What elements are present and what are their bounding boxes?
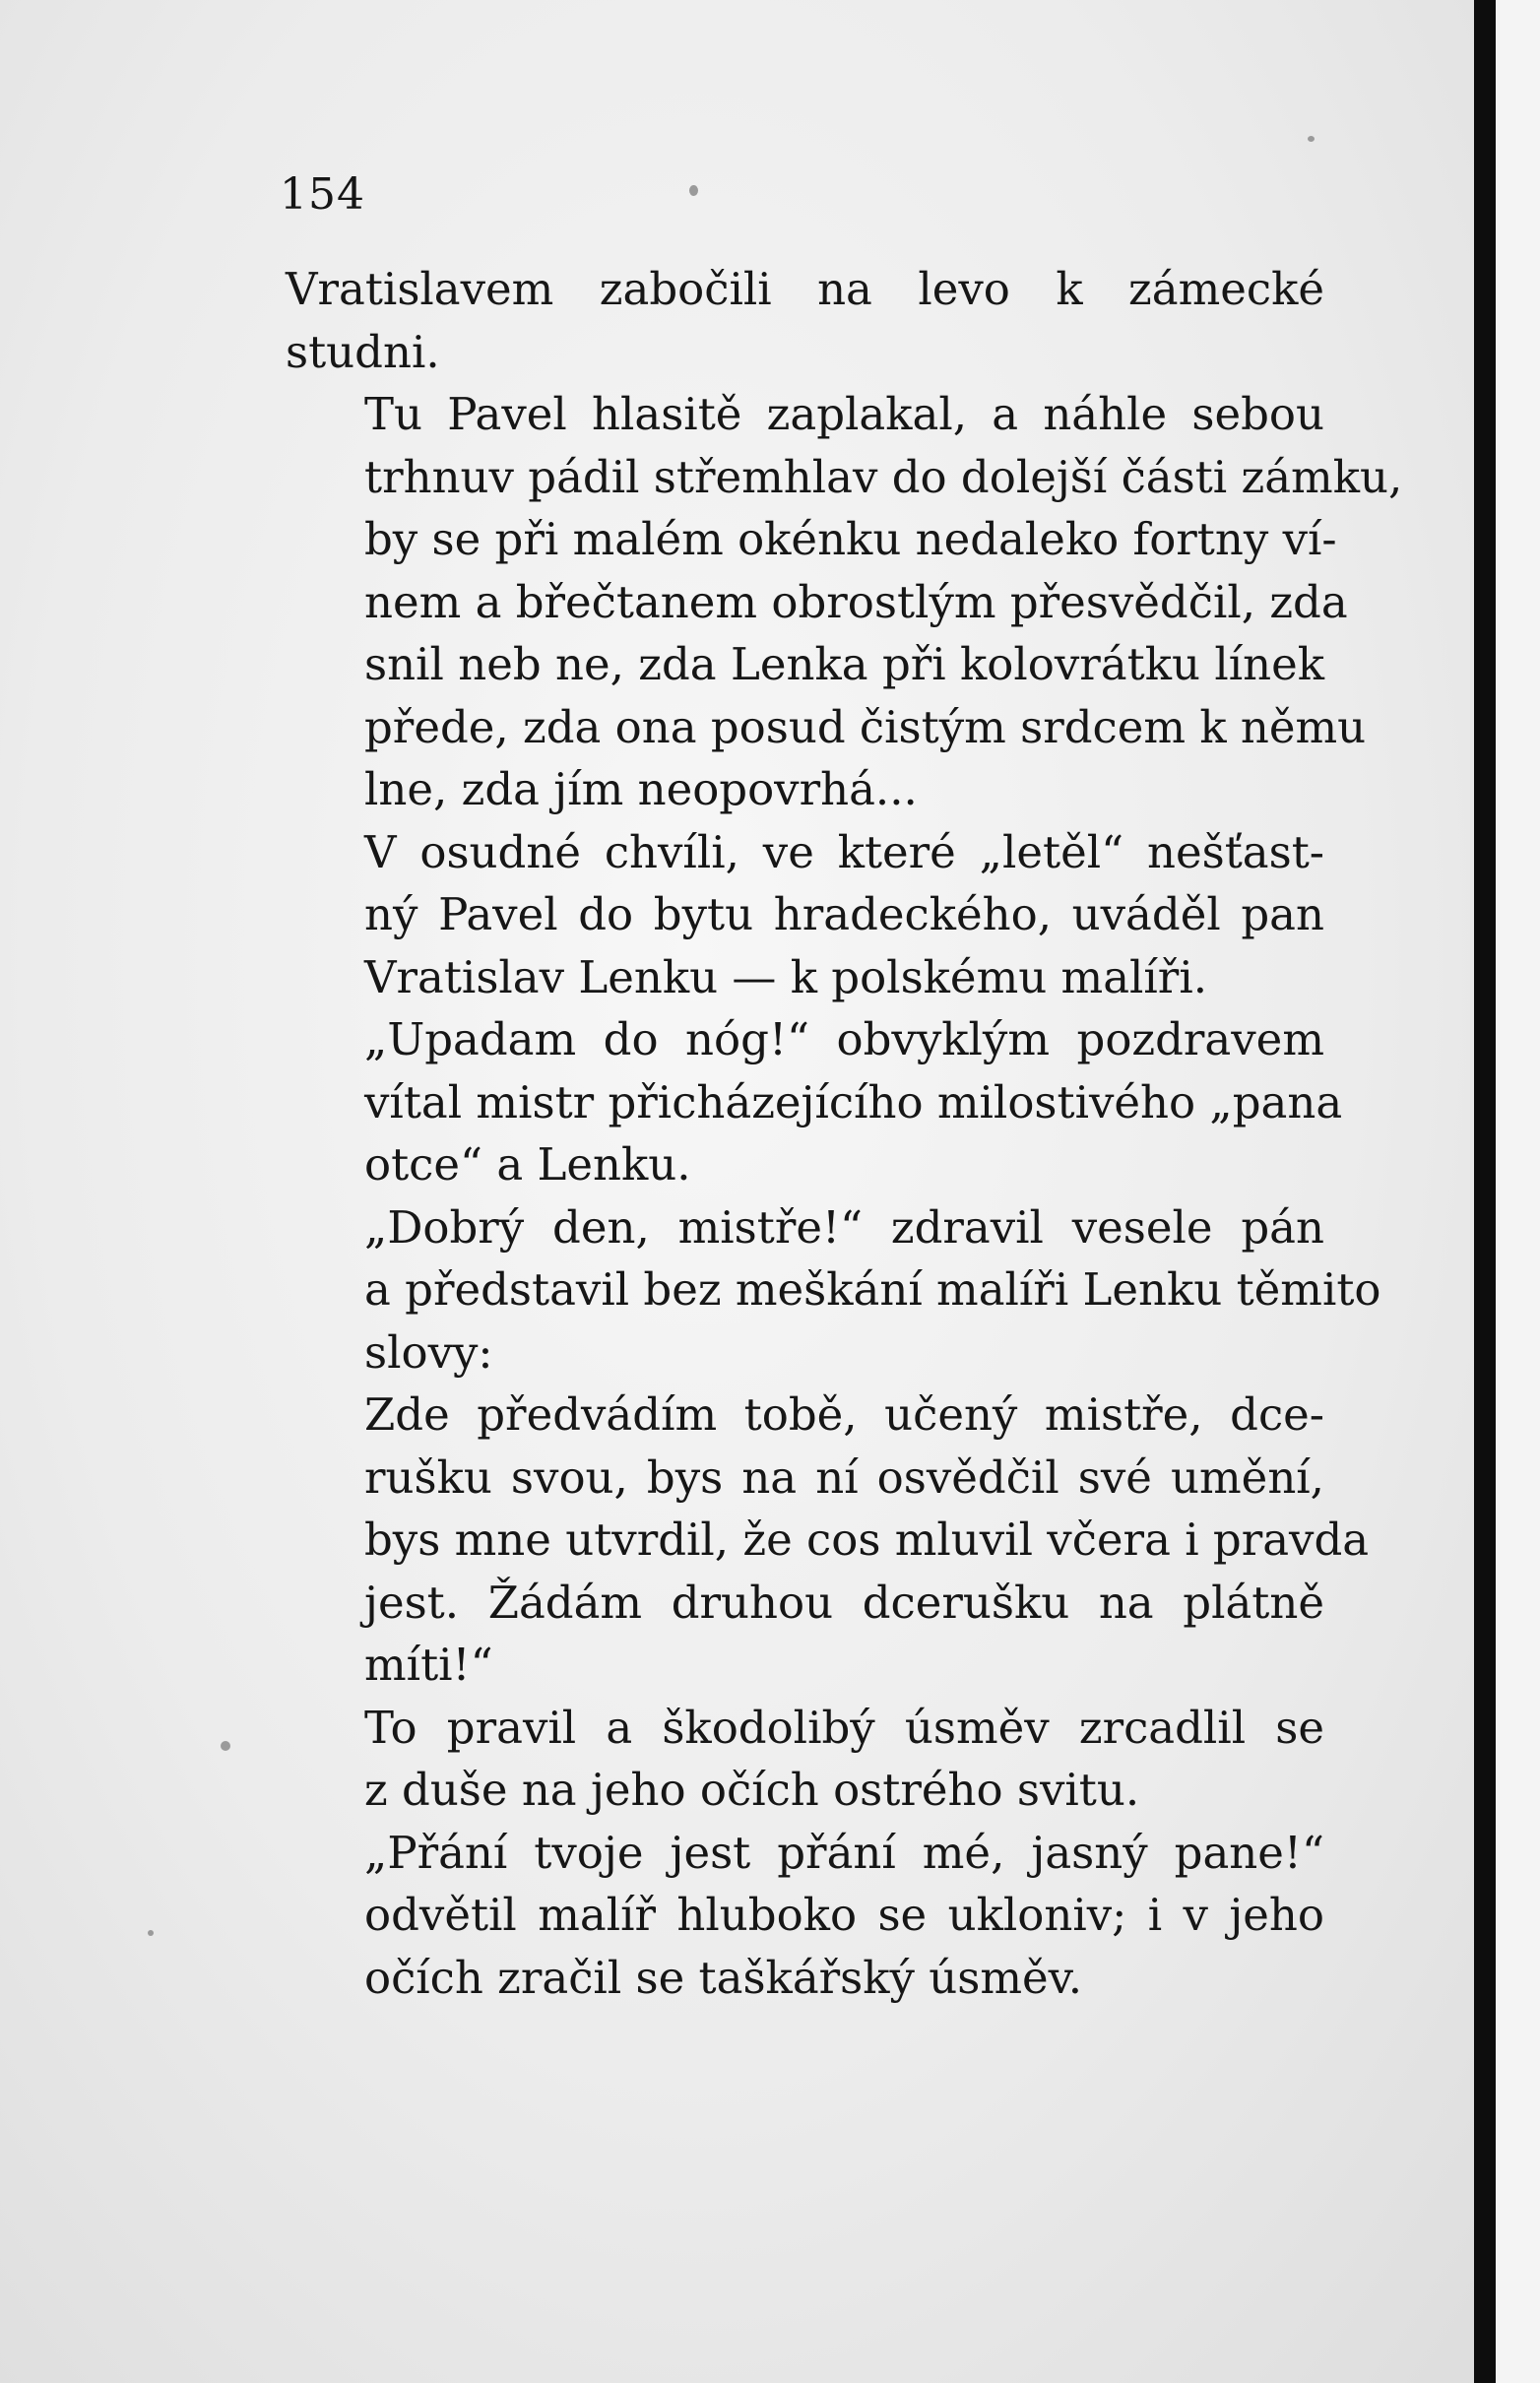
text-line: V osudné chvíli, ve které „letěl“ nešťast- bbox=[364, 825, 1324, 878]
text-line: ný Pavel do bytu hradeckého, uváděl pan bbox=[364, 888, 1324, 940]
text-line: snil neb ne, zda Lenka při kolovrátku línek bbox=[364, 638, 1324, 690]
text-line: z duše na jeho očích ostrého svitu. bbox=[364, 1764, 1140, 1816]
paper-speck bbox=[689, 185, 698, 196]
paragraph bbox=[286, 821, 1324, 1009]
text-line: „Dobrý den, mistře!“ zdravil vesele pán bbox=[364, 1200, 1324, 1254]
text-line: jest. Žádám druhou dcerušku na plátně bbox=[364, 1576, 1324, 1629]
text-line: trhnuv pádil střemhlav do dolejší části zámku, bbox=[364, 450, 1403, 503]
text-line: Vratislav Lenku — k polskému malíři. bbox=[364, 950, 1208, 1003]
paragraph bbox=[286, 1384, 1370, 1697]
text-line: slovy: bbox=[364, 1325, 493, 1379]
text-line: bys mne utvrdil, že cos mluvil včera i pravda bbox=[364, 1514, 1370, 1566]
page-number: 154 bbox=[280, 169, 365, 220]
text-line: přede, zda ona posud čistým srdcem k němu bbox=[364, 700, 1367, 753]
text-line: by se při malém okénku nedaleko fortny ví- bbox=[364, 513, 1337, 565]
paper-speck bbox=[221, 1741, 230, 1751]
text-line: nem a břečtanem obrostlým přesvědčil, zda bbox=[364, 575, 1348, 628]
paragraph bbox=[286, 1822, 1324, 2010]
paragraph bbox=[286, 1008, 1343, 1196]
paragraph bbox=[286, 1697, 1324, 1822]
text-line: odvětil malíř hluboko se ukloniv; i v jeho bbox=[364, 1889, 1324, 1941]
text-line: vítal mistr přicházejícího milostivého „pana bbox=[364, 1075, 1343, 1128]
text-line: a představil bez meškání malíři Lenku těmito bbox=[364, 1263, 1381, 1316]
text-line: „Upadam do nóg!“ obvyklým pozdravem bbox=[364, 1013, 1324, 1065]
text-line: studni. bbox=[286, 325, 440, 378]
paper-speck bbox=[1308, 136, 1315, 142]
text-line: Zde předvádím tobě, učený mistře, dce- bbox=[364, 1388, 1324, 1441]
book-spine-shadow bbox=[1474, 0, 1496, 2383]
body-text bbox=[286, 258, 1403, 2009]
text-line: „Přání tvoje jest přání mé, jasný pane!“ bbox=[364, 1826, 1324, 1879]
text-line: otce“ a Lenku. bbox=[364, 1138, 691, 1191]
text-line: míti!“ bbox=[364, 1639, 493, 1691]
text-line: rušku svou, bys na ní osvědčil své umění, bbox=[364, 1450, 1324, 1504]
text-line: To pravil a škodolibý úsměv zrcadlil se bbox=[364, 1701, 1324, 1754]
paragraph bbox=[286, 383, 1403, 821]
text-line: očích zračil se taškářský úsměv. bbox=[364, 1951, 1083, 2004]
paper-speck bbox=[148, 1930, 154, 1936]
text-line: Tu Pavel hlasitě zaplakal, a náhle sebou bbox=[364, 388, 1324, 440]
text-line: lne, zda jím neopovrhá... bbox=[364, 763, 918, 815]
facing-page-edge bbox=[1496, 0, 1540, 2383]
text-line: Vratislavem zabočili na levo k zámecké bbox=[286, 263, 1324, 315]
paragraph bbox=[286, 258, 1324, 383]
paragraph bbox=[286, 1196, 1381, 1385]
